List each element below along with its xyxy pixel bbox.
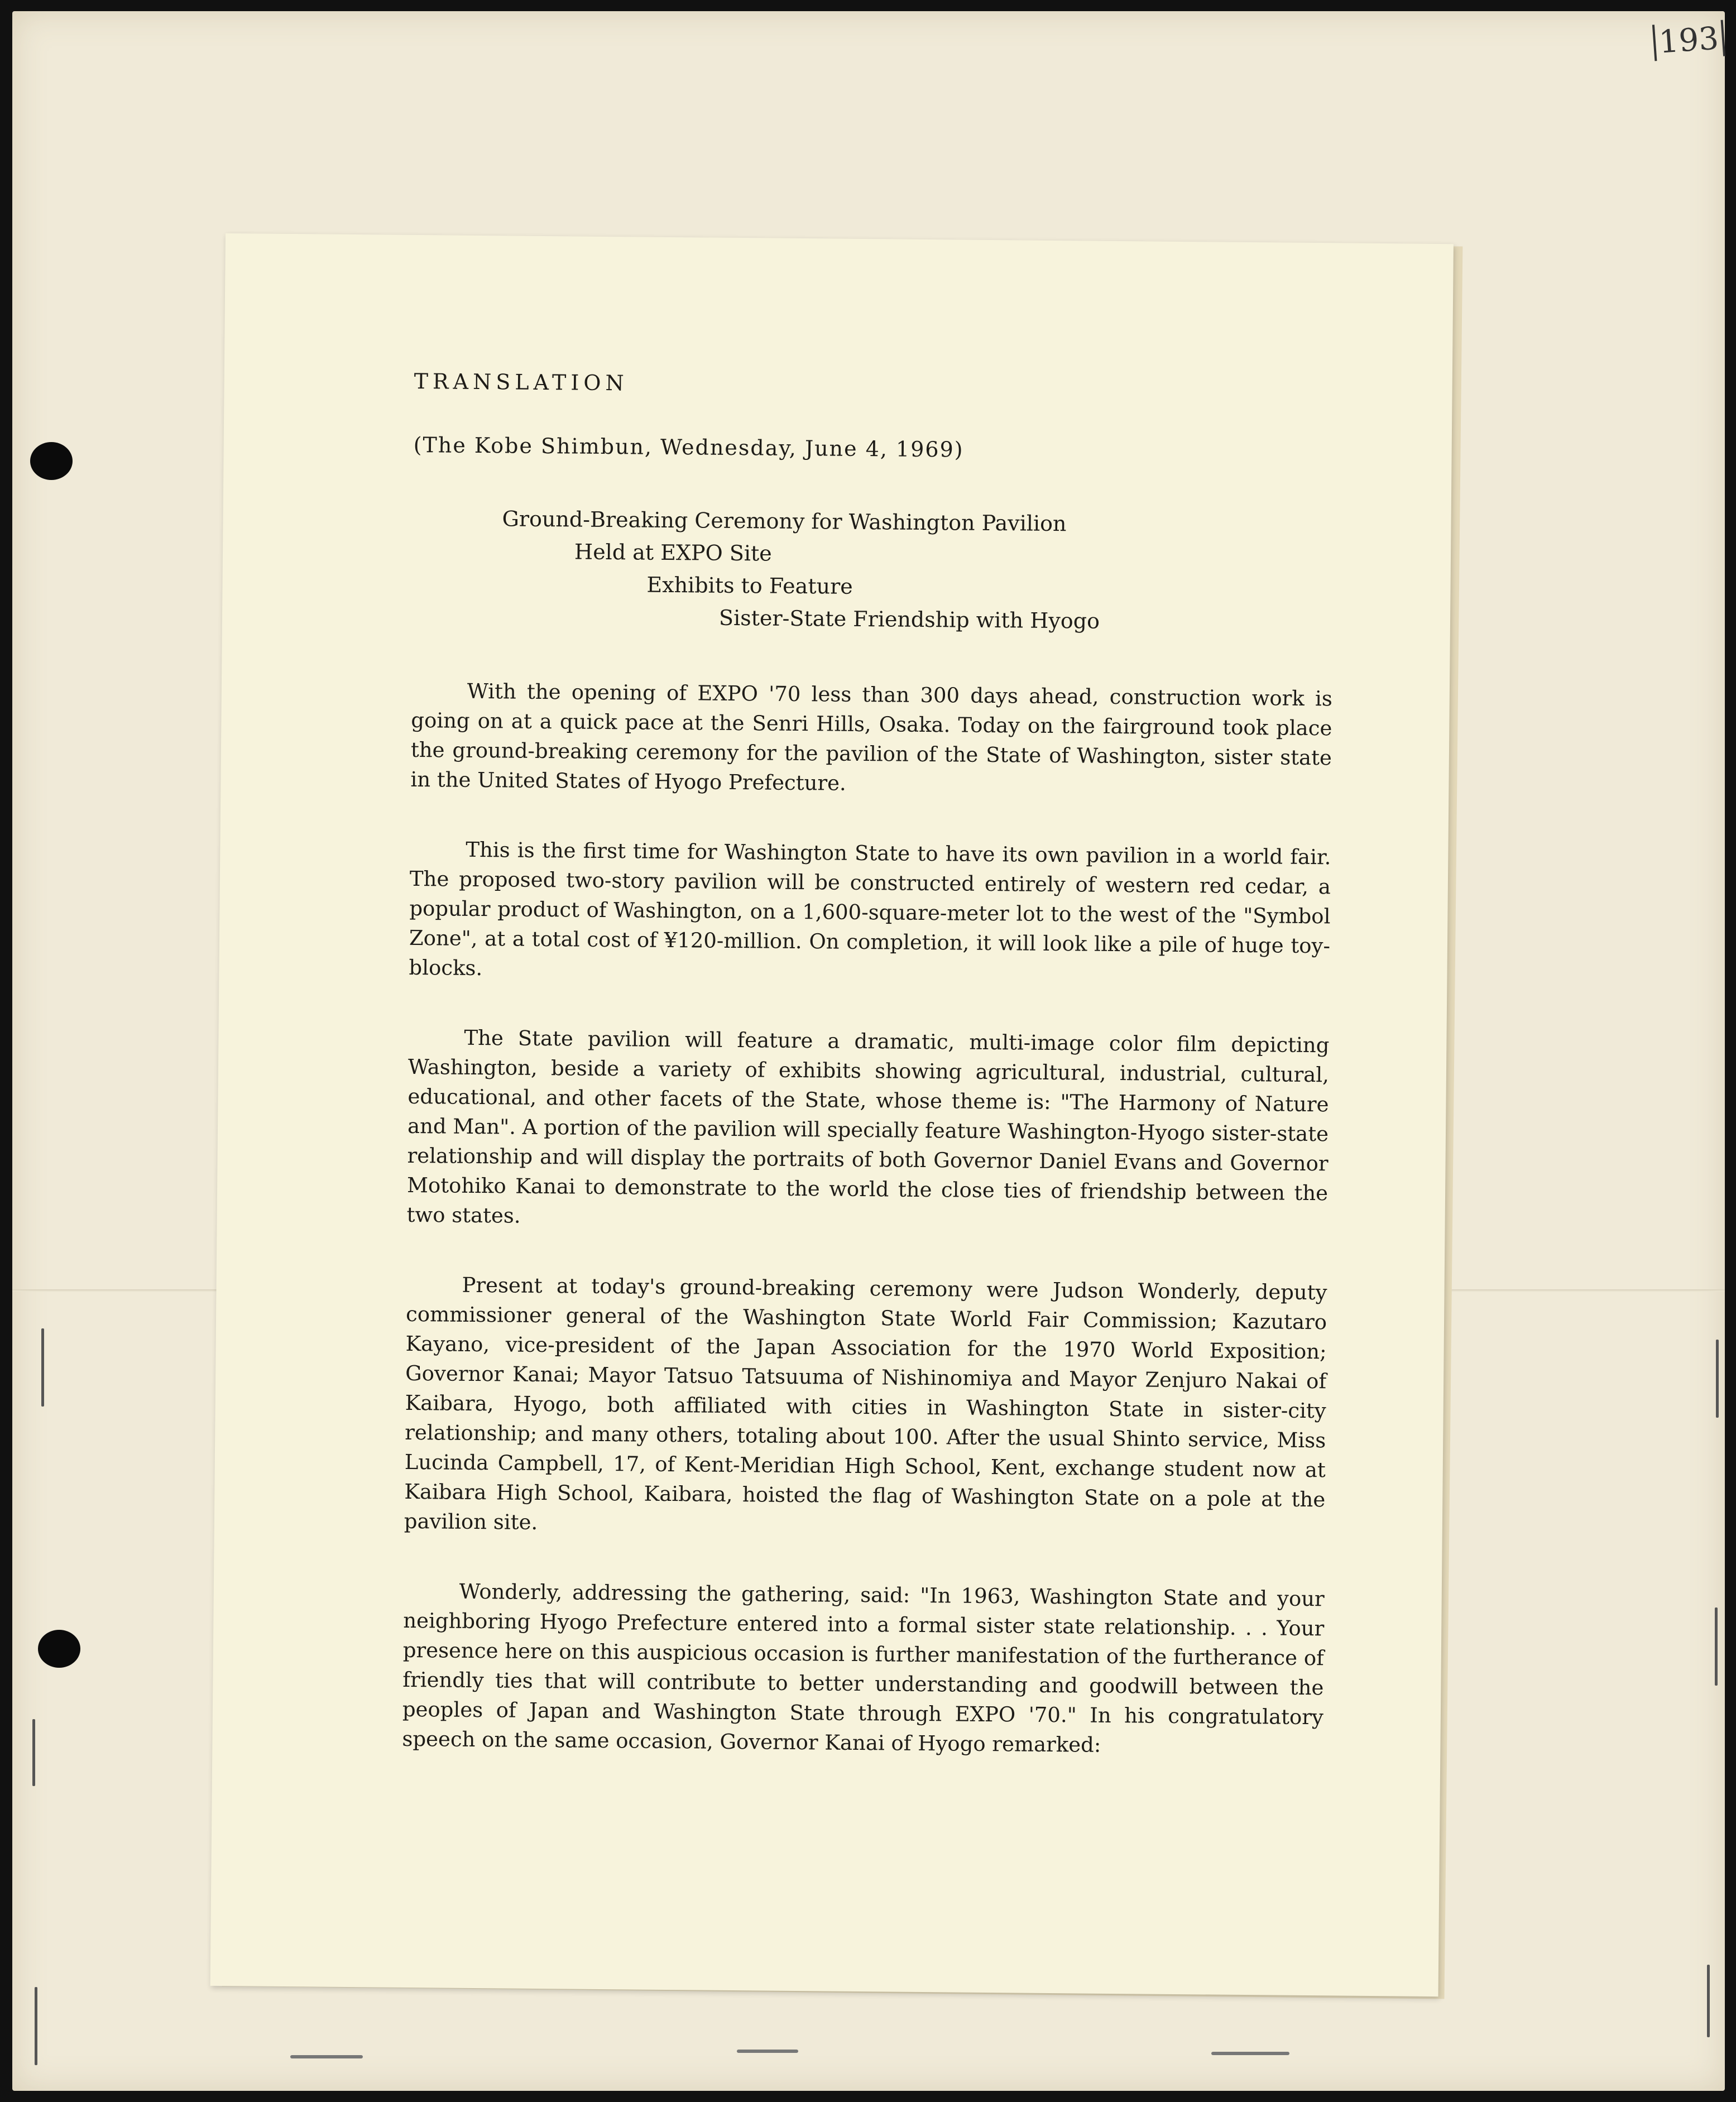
body-paragraph: With the opening of EXPO '70 less than 300 days ahead, construction work is going on at a quick pace at the Senri Hills, Osaka. Today on the fairground took place the ground-breaking ceremony for the pavilion of the State of Washington, sister state in the United States of Hyogo Prefecture.: [410, 679, 1332, 795]
headline: [412, 502, 1334, 639]
left-edge-slit: [35, 1987, 37, 2065]
headline-line: Sister-State Friendship with Hyogo: [718, 605, 1100, 634]
translation-document: [210, 233, 1454, 1997]
right-edge-slit: [1707, 1965, 1710, 2037]
document-text: [402, 369, 1335, 1802]
body-paragraph: The State pavilion will feature a dramatic, multi-image color film depicting Washington, beside a variety of exhibits showing agricultural, industrial, cultural, educational, and other facets of the State, whose theme is: "The Harmony of Nature and Man". A portion of the pavilion will specially feature Washington-Hyogo sister-state relationship and will display the portraits of both Governor Daniel Evans and Governor Motohiko Kanai to demonstrate to the world the close ties of friendship between the two states.: [406, 1025, 1330, 1228]
headline-line: Ground-Breaking Ceremony for Washington Pavilion: [502, 506, 1067, 536]
staple-mark: [737, 2050, 798, 2053]
page-number: 193: [1652, 20, 1725, 61]
left-edge-slit: [32, 1719, 35, 1786]
staple-mark: [1211, 2052, 1289, 2055]
document-label: TRANSLATION: [414, 368, 629, 396]
body-paragraph: This is the first time for Washington State to have its own pavilion in a world fair. The proposed two-story pavilion will be constructed entirely of western red cedar, a popular product of Washington, on a 1,600-square-meter lot to the west of the "Symbol Zone", at a total cost of ¥120-million. On completion, it will look like a pile of huge toy-blocks.: [409, 837, 1331, 981]
punch-hole-bottom: [38, 1630, 80, 1668]
staple-mark: [290, 2055, 363, 2058]
scrapbook-page: [12, 11, 1725, 2091]
body-paragraph: Wonderly, addressing the gathering, said: "In 1963, Washington State and your neighboring Hyogo Prefecture entered into a formal sister state relationship. . . Your presence here on this auspicious occasion is further manifestation of the furtherance of friendly ties that will contribute to better understanding and goodwill between the peoples of Japan and Washington State through EXPO '70." In his congratulatory speech on the same occasion, Governor Kanai of Hyogo remarked:: [402, 1579, 1325, 1757]
document-source: (The Kobe Shimbun, Wednesday, June 4, 1969): [413, 432, 964, 462]
headline-line: Held at EXPO Site: [574, 539, 772, 566]
body-paragraph: Present at today's ground-breaking ceremony were Judson Wonderly, deputy commissioner general of the Washington State World Fair Commission; Kazutaro Kayano, vice-president of the Japan Association for the 1970 World Exposition; Governor Kanai; Mayor Tatsuo Tatsuuma of Nishinomiya and Mayor Zenjuro Nakai of Kaibara, Hyogo, both affiliated with cities in Washington State in sister-city relationship; and many others, totaling about 100. After the usual Shinto service, Miss Lucinda Campbell, 17, of Kent-Meridian High School, Kent, exchange student now at Kaibara High School, Kaibara, hoisted the flag of Washington State on a pole at the pavilion site.: [404, 1273, 1327, 1534]
right-edge-slit: [1716, 1340, 1719, 1418]
right-edge-slit: [1715, 1607, 1718, 1686]
headline-line: Exhibits to Feature: [646, 572, 853, 599]
punch-hole-top: [30, 442, 73, 480]
left-edge-slit: [41, 1328, 44, 1407]
